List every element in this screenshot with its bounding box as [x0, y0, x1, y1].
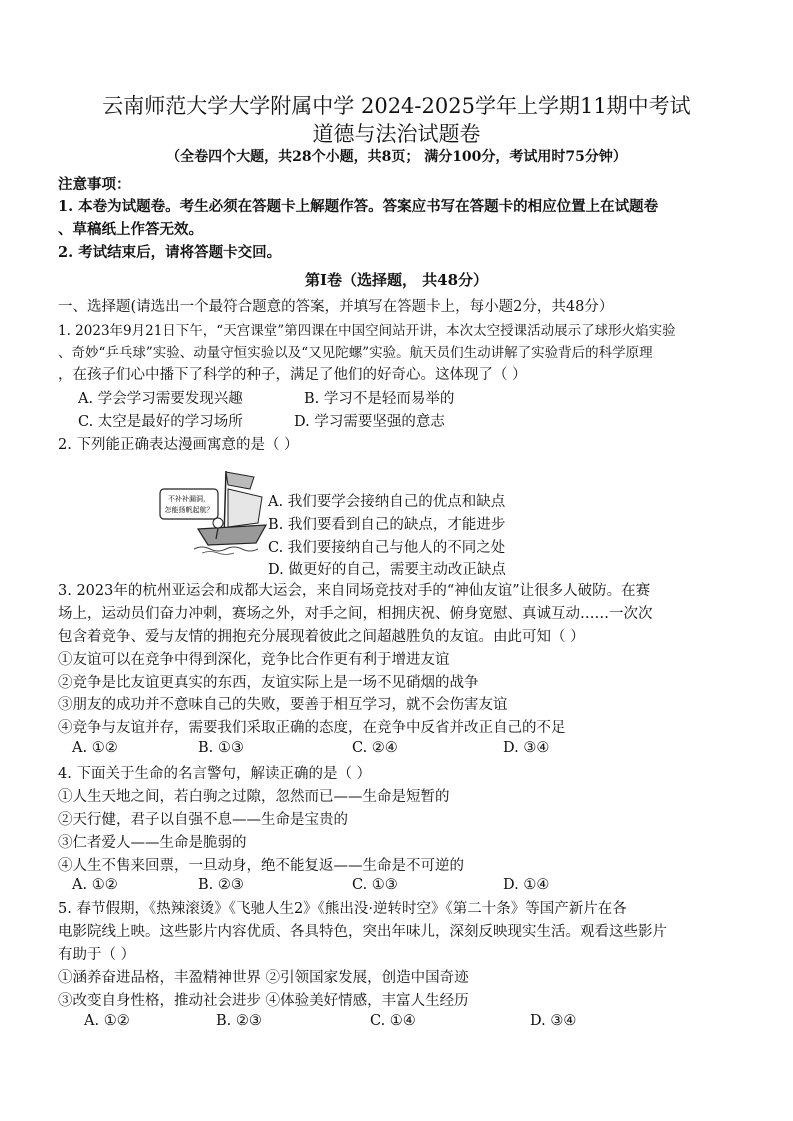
- q4-statement-3: ③仁者爱人——生命是脆弱的: [58, 835, 247, 851]
- q4-statement-4: ④人生不售来回票，一旦动身，绝不能复返——生命是不可逆的: [58, 858, 464, 874]
- q5-option-d: D. ③④: [530, 1013, 577, 1029]
- q1-option-d: D. 学习需要坚强的意志: [294, 414, 445, 430]
- q3-statement-4: ④竞争与友谊并存，需要我们采取正确的态度，在竞争中反省并改正自己的不足: [58, 720, 566, 736]
- q2-stem: 2. 下列能正确表达漫画寓意的是（ ）: [58, 437, 299, 453]
- q2-option-d: D. 做更好的自己，需要主动改正缺点: [268, 562, 506, 578]
- q1-stem-line2: 、奇妙“乒乓球”实验、动量守恒实验以及“又见陀螺”实验。航天员们生动讲解了实验背后的科学原理: [58, 345, 653, 361]
- q2-option-b: B. 我们要看到自己的缺点，才能进步: [268, 517, 506, 533]
- cartoon-caption-line2: 怎能扬帆起航？: [164, 507, 214, 514]
- q3-stem-line2: 场上，运动员们奋力冲刺，赛场之外，对手之间，相拥庆祝、俯身宽慰、真诚互动……一次次: [58, 606, 653, 622]
- q5-option-c: C. ①④: [370, 1013, 416, 1029]
- q5-option-b: B. ②③: [216, 1013, 262, 1029]
- section-instruction: 一、选择题(请选出一个最符合题意的答案，并填写在答题卡上，每小题2分，共48分）: [58, 299, 614, 315]
- q4-statement-1: ①人生天地之间，若白驹之过隙，忽然而已——生命是短暂的: [58, 789, 450, 805]
- q2-option-a: A. 我们要学会接纳自己的优点和缺点: [268, 494, 506, 510]
- cartoon-illustration: [158, 467, 268, 555]
- q5-option-a: A. ①②: [84, 1013, 130, 1029]
- notice-item-2: 2. 考试结束后，请将答题卡交回。: [58, 244, 282, 261]
- q3-option-c: C. ②④: [352, 740, 398, 756]
- q3-statement-3: ③朋友的成功并不意味自己的失败，要善于相互学习，就不会伤害友谊: [58, 697, 508, 713]
- q1-stem-line1: 1. 2023年9月21日下午，“天宫课堂”第四课在中国空间站开讲，本次太空授课活动展示了球形火焰实验: [58, 323, 676, 339]
- q5-stem-line3: 有助于（ ）: [58, 947, 136, 963]
- q4-statement-2: ②天行健，君子以自强不息——生命是宝贵的: [58, 812, 348, 828]
- notice-item-1-cont: 、草稿纸上作答无效。: [58, 221, 203, 238]
- q4-option-d: D. ①④: [503, 877, 550, 893]
- q5-statements-3-4: ③改变自身性格，推动社会进步 ④体验美好情感，丰富人生经历: [58, 993, 469, 1009]
- notice-item-1: 1. 本卷为试题卷。考生必须在答题卡上解题作答。答案应书写在答题卡的相应位置上在试题卷: [58, 198, 659, 215]
- q3-option-b: B. ①③: [198, 740, 244, 756]
- q1-option-c: C. 太空是最好的学习场所: [78, 414, 243, 430]
- exam-title: 云南师范大学大学附属中学 2024-2025学年上学期11期中考试: [102, 94, 691, 118]
- q3-option-d: D. ③④: [503, 740, 550, 756]
- q3-stem-line1: 3. 2023年的杭州亚运会和成都大运会，来自同场竞技对手的“神仙友谊”让很多人破防。在赛: [58, 583, 651, 599]
- q3-option-a: A. ①②: [72, 740, 118, 756]
- q4-stem: 4. 下面关于生命的名言警句，解读正确的是（ ）: [58, 766, 372, 782]
- section-title: 第Ⅰ卷（选择题， 共48分）: [304, 271, 489, 289]
- q5-statements-1-2: ①涵养奋进品格，丰盈精神世界 ②引领国家发展，创造中国奇迹: [58, 970, 469, 986]
- q3-stem-line3: 包含着竞争、爱与友情的拥抱充分展现着彼此之间超越胜负的友谊。由此可知（ ）: [58, 629, 585, 645]
- exam-info: （全卷四个大题，共28个小题，共8页； 满分100分，考试用时75分钟）: [166, 149, 627, 165]
- notice-heading: 注意事项：: [58, 176, 131, 193]
- exam-subject-title: 道德与法治试题卷: [312, 122, 481, 146]
- q3-statement-2: ②竞争是比友谊更真实的东西，友谊实际上是一场不见硝烟的战争: [58, 675, 479, 691]
- q4-option-c: C. ①③: [352, 877, 398, 893]
- q4-option-a: A. ①②: [72, 877, 118, 893]
- q2-option-c: C. 我们要接纳自己与他人的不同之处: [268, 540, 506, 556]
- cartoon-caption-line1: 不补补漏洞，: [168, 496, 210, 503]
- q4-option-b: B. ②③: [198, 877, 244, 893]
- q1-stem-line3: ，在孩子们心中播下了科学的种子，满足了他们的好奇心。这体现了（ ）: [58, 367, 527, 383]
- q3-statement-1: ①友谊可以在竞争中得到深化，竞争比合作更有利于增进友谊: [58, 652, 450, 668]
- q5-stem-line1: 5. 春节假期，《热辣滚烫》《飞驰人生2》《熊出没·逆转时空》《第二十条》等国产新片在各: [58, 901, 627, 917]
- q1-option-a: A. 学会学习需要发现兴趣: [78, 391, 243, 407]
- q5-stem-line2: 电影院线上映。这些影片内容优质、各具特色，突出年味儿，深刻反映现实生活。观看这些影片: [58, 924, 667, 940]
- q1-option-b: B. 学习不是轻而易举的: [304, 391, 455, 407]
